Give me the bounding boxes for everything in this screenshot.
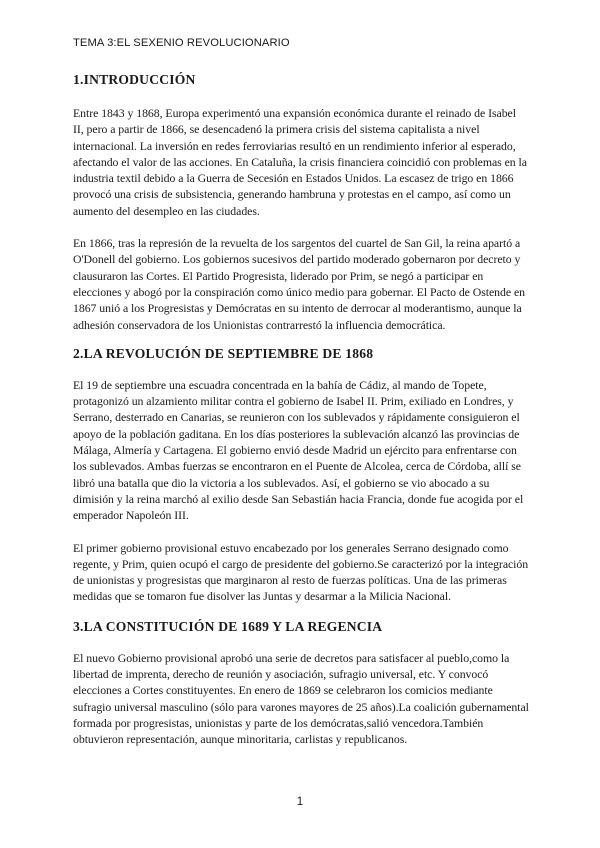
paragraph-revolucion-1: El 19 de septiembre una escuadra concentrada en la bahía de Cádiz, al mando de Topete, protagonizó un alzamiento militar contra el gobierno de Isabel II. Prim, exiliado en Londres, y Serrano, desterrado en Canarias, se reunieron con los sublevados y rápidamente consiguieron el apoyo de la población gaditana. En los días posteriores la sublevación alcanzó las provincias de Málaga, Almería y Cartagena. El gobierno envió desde Madrid un ejército para enfrentarse con los sublevados. Ambas fuerzas se encontraron en el Puente de Alcolea, cerca de Córdoba, allí se libró una batalla que dio la victoria a los sublevados. Así, el gobierno se vio abocado a su dimisión y la reina marchó al exilio desde San Sebastián hacia Francia, donde fue acogida por el emperador Napoleón III.	[73, 377, 524, 523]
paragraph-revolucion-2: El primer gobierno provisional estuvo encabezado por los generales Serrano designado como regente, y Prim, quien ocupó el cargo de presidente del gobierno.Se caracterizó por la integración de unionistas y progresistas que marginaron al resto de fuerzas políticas. Una de las primeras medidas que se tomaron fue disolver las Juntas y desarmar a la Milicia Nacional.	[73, 540, 529, 604]
document-body	[73, 68, 529, 748]
page-number: 1	[296, 796, 304, 808]
running-header-title: TEMA 3:EL SEXENIO REVOLUCIONARIO	[73, 37, 290, 49]
section-heading-constitucion: 3.LA CONSTITUCIÓN DE 1689 Y LA REGENCIA	[73, 618, 383, 634]
section-heading-introduccion: 1.INTRODUCCIÓN	[73, 72, 196, 87]
paragraph-introduccion-2: En 1866, tras la represión de la revuelta de los sargentos del cuartel de San Gil, la reina apartó a O'Donell del gobierno. Los gobiernos sucesivos del partido moderado gobernaron por decreto y clausuraron las Cortes. El Partido Progresista, liderado por Prim, se negó a participar en elecciones y abogó por la conspiración como único medio para gobernar. El Pacto de Ostende en 1867 unió a los Progresistas y Demócratas en su intento de derrocar al moderantismo, aunque la adhesión conservadora de los Unionistas contrarrestó la influencia democrática.	[73, 236, 525, 332]
paragraph-constitucion-1: El nuevo Gobierno provisional aprobó una serie de decretos para satisfacer al pueblo,como la libertad de imprenta, derecho de reunión y asociación, sufragio universal, etc. Y convocó elecciones a Cortes constituyentes. En enero de 1869 se celebraron los comicios mediante sufragio universal masculino (sólo para varones mayores de 25 años).La coalición gubernamental formada por progresistas, unionistas y parte de los demócratas,salió vencedora.También obtuvieron representación, aunque minoritaria, carlistas y republicanos.	[73, 650, 529, 747]
section-heading-revolucion: 2.LA REVOLUCIÓN DE SEPTIEMBRE DE 1868	[73, 345, 374, 361]
paragraph-introduccion-1: Entre 1843 y 1868, Europa experimentó una expansión económica durante el reinado de Isabel II, pero a partir de 1866, se desencadenó la primera crisis del sistema capitalista a nivel internacional. La inversión en redes ferroviarias resultó en un rendimiento inferior al esperado, afectando el valor de las acciones. En Cataluña, la crisis financiera coincidió con problemas en la industria textil debido a la Guerra de Secesión en Estados Unidos. La escasez de trigo en 1866 provocó una crisis de subsistencia, generando hambruna y protestas en el campo, así como un aumento del desempleo en las ciudades.	[73, 106, 527, 218]
